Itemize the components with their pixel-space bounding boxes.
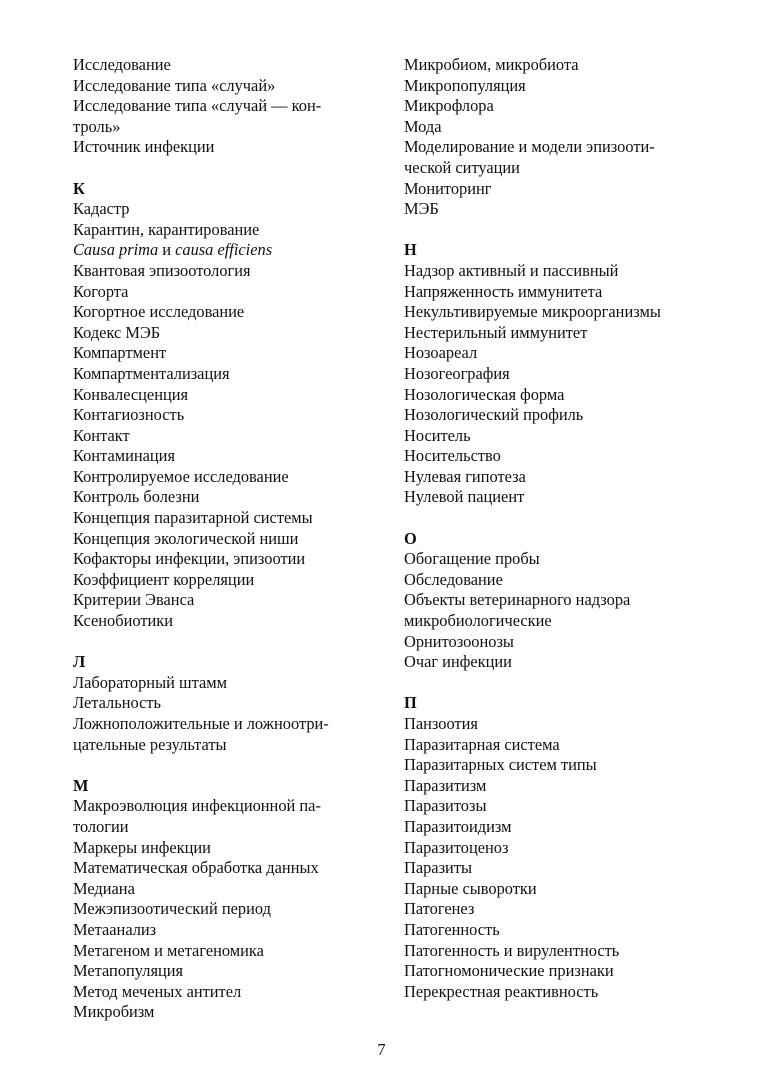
index-entry: тологии <box>73 816 129 836</box>
index-entry: Метагеном и метагеномика <box>73 940 264 960</box>
index-entry: Мониторинг <box>404 178 492 198</box>
index-entry: Контаминация <box>73 446 175 466</box>
index-entry: Исследование <box>73 55 171 74</box>
section-letter-m: М <box>73 775 89 795</box>
index-entry: Мода <box>404 116 442 136</box>
index-entry: Критерии Эванса <box>73 590 195 610</box>
index-entry: Исследование типа «случай» <box>73 75 276 95</box>
index-entry: Панзоотия <box>404 714 478 733</box>
index-entry: Лабораторный штамм <box>73 672 227 692</box>
section-letter-n: Н <box>404 240 417 260</box>
index-entry: Патогенность <box>404 919 500 939</box>
index-entry: Нулевая гипотеза <box>404 466 526 486</box>
index-entry: Перекрестная реактивность <box>404 981 599 1001</box>
index-entry: Напряженность иммунитета <box>404 281 603 301</box>
index-entry: Математическая обработка данных <box>73 858 319 878</box>
index-entry: Компартмент <box>73 343 167 363</box>
index-entry: Паразитоидизм <box>404 816 512 836</box>
index-entry: Орнитозоонозы <box>404 631 514 651</box>
index-entry: Макроэволюция инфекционной па- <box>73 796 321 816</box>
index-entry: цательные результаты <box>73 734 227 754</box>
index-entry: Патогенность и вирулентность <box>404 940 620 960</box>
index-entry: Нестерильный иммунитет <box>404 322 588 342</box>
index-entry: Нозогеография <box>404 363 510 383</box>
index-entry: Конвалесценция <box>73 384 189 404</box>
index-entry: Надзор активный и пассивный <box>404 260 619 280</box>
index-entry: Паразитарных систем типы <box>404 755 597 775</box>
index-entry: Карантин, карантирование <box>73 219 260 239</box>
index-entry: Кодекс МЭБ <box>73 322 161 342</box>
index-entry: Контролируемое исследование <box>73 466 289 486</box>
index-entry: Нозологический профиль <box>404 405 584 425</box>
latin-term-causa-efficiens: causa efficiens <box>175 240 273 260</box>
section-letter-l: Л <box>73 652 86 672</box>
index-entry: Метапопуляция <box>73 961 184 981</box>
index-entry: Летальность <box>73 693 162 713</box>
index-entry: Микропопуляция <box>404 75 526 95</box>
index-entry: Ксенобиотики <box>73 611 174 631</box>
index-entry: Коэффициент корреляции <box>73 569 255 589</box>
index-entry: Нозологическая форма <box>404 384 565 404</box>
index-entry: Метаанализ <box>73 919 157 939</box>
index-entry: Нозоареал <box>404 343 478 363</box>
index-entry: Контроль болезни <box>73 487 200 507</box>
index-entry: Концепция экологической ниши <box>73 528 299 548</box>
latin-term-causa-prima: Causa prima <box>73 240 159 260</box>
index-entry: Парные сыворотки <box>404 878 537 898</box>
conjunction: и <box>158 240 176 260</box>
index-entry: Паразиты <box>404 858 473 878</box>
index-entry: Источник инфекции <box>73 137 215 157</box>
index-entry: Медиана <box>73 878 135 898</box>
index-entry: Паразитоценоз <box>404 837 509 857</box>
index-entry: Метод меченых антител <box>73 981 242 1001</box>
index-entry: Кадастр <box>73 199 130 219</box>
index-entry: Компартментализация <box>73 363 230 383</box>
index-entry: Ложноположительные и ложноотри- <box>73 714 329 733</box>
section-letter-k: К <box>73 178 85 198</box>
index-entry: МЭБ <box>404 199 439 219</box>
index-entry: Кофакторы инфекции, эпизоотии <box>73 549 306 569</box>
index-entry: Когортное исследование <box>73 302 245 322</box>
index-entry: Обогащение пробы <box>404 549 540 569</box>
index-entry: Квантовая эпизоотология <box>73 260 251 280</box>
index-entry: Паразитарная система <box>404 734 560 754</box>
index-entry: Паразитизм <box>404 775 487 795</box>
section-letter-p: П <box>404 693 417 713</box>
index-entry: Моделирование и модели эпизооти- <box>404 137 655 157</box>
index-entry: Патогенез <box>404 899 475 919</box>
index-entry: Микробиом, микробиота <box>404 55 579 74</box>
index-entry: Носительство <box>404 446 501 466</box>
index-entry: Носитель <box>404 425 471 445</box>
index-entry: Нулевой пациент <box>404 487 525 507</box>
index-entry: Очаг инфекции <box>404 652 512 672</box>
index-column-right <box>404 55 724 1002</box>
index-entry: Концепция паразитарной системы <box>73 508 313 528</box>
index-entry: Обследование <box>404 569 503 589</box>
page-number: 7 <box>377 1040 386 1059</box>
index-column-left <box>73 55 373 1023</box>
index-entry: Межэпизоотический период <box>73 899 271 919</box>
index-entry: Маркеры инфекции <box>73 837 211 857</box>
index-entry: Контакт <box>73 425 130 445</box>
index-entry: Объекты ветеринарного надзора <box>404 590 631 610</box>
index-entry: Когорта <box>73 281 129 301</box>
index-entry: Некультивируемые микроорганизмы <box>404 302 661 322</box>
index-entry-causa <box>73 240 373 261</box>
index-entry: Паразитозы <box>404 796 487 816</box>
index-entry: Исследование типа «случай — кон- <box>73 96 322 116</box>
section-letter-o: О <box>404 528 417 548</box>
index-entry: Микрофлора <box>404 96 494 116</box>
index-entry: Микробизм <box>73 1002 155 1022</box>
index-entry: ческой ситуации <box>404 157 520 177</box>
index-entry: троль» <box>73 116 121 136</box>
index-entry: микробиологические <box>404 611 552 631</box>
index-entry: Контагиозность <box>73 405 185 425</box>
index-entry: Патогномонические признаки <box>404 961 614 981</box>
